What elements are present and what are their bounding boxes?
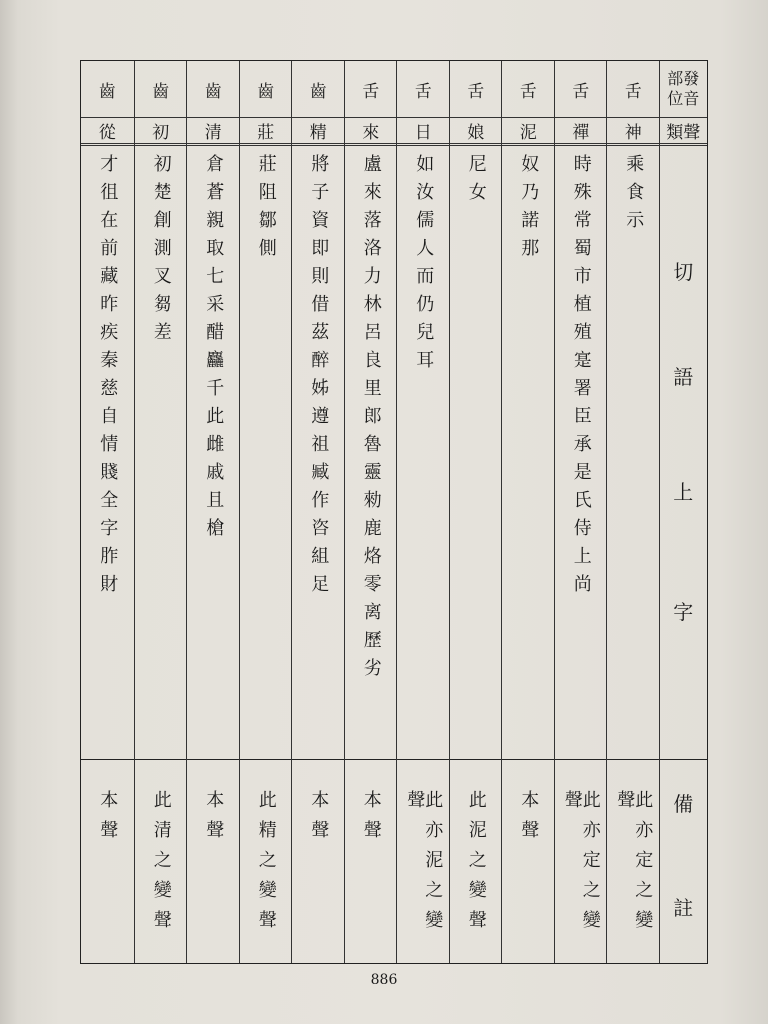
fanqie-upper-chars-cell	[555, 145, 608, 760]
remark-text: 此亦定之變聲	[561, 790, 601, 940]
initial-class: 莊	[240, 117, 293, 144]
remark-label-cell	[660, 759, 708, 963]
articulation-position: 舌	[502, 61, 555, 118]
fanqie-upper-chars: 時殊常蜀市植殖寔署臣承是氏侍上尚	[570, 154, 592, 602]
initial-column	[186, 61, 240, 963]
header-label-line2: 位音	[667, 89, 700, 108]
remark-cell	[187, 759, 240, 963]
fanqie-upper-chars-cell	[187, 145, 240, 760]
remark-text: 本聲	[308, 790, 330, 850]
initial-column	[134, 61, 188, 963]
initial-class: 神	[607, 117, 660, 144]
fanqie-upper-chars-cell	[81, 145, 134, 760]
remark-cell	[607, 759, 660, 963]
fanqie-upper-chars: 初楚創測叉芻差	[150, 154, 172, 350]
articulation-position: 舌	[345, 61, 398, 118]
remark-text: 本聲	[97, 790, 119, 850]
articulation-position: 舌	[397, 61, 450, 118]
remark-text: 本聲	[518, 790, 540, 850]
articulation-position: 舌	[555, 61, 608, 118]
fanqie-upper-chars: 盧來落洛力林呂良里郎魯靈勑鹿烙零离歷劣	[360, 154, 382, 686]
fanqie-upper-chars-cell	[240, 145, 293, 760]
remark-cell	[135, 759, 188, 963]
remark-text: 此亦定之變聲	[614, 790, 654, 940]
initial-column	[606, 61, 660, 963]
remark-cell	[345, 759, 398, 963]
initial-class: 初	[135, 117, 188, 144]
initial-class: 精	[292, 117, 345, 144]
remark-cell	[240, 759, 293, 963]
fanqie-upper-chars: 將子資即則借茲醉姊遵祖臧作咨組足	[308, 154, 330, 602]
header-label	[660, 61, 708, 118]
initial-column	[239, 61, 293, 963]
title-char: 上	[673, 480, 694, 504]
remark-cell	[555, 759, 608, 963]
initial-class: 從	[81, 117, 134, 144]
initial-column	[344, 61, 398, 963]
initial-column	[81, 61, 134, 963]
remark-cell	[502, 759, 555, 963]
remark-label-bottom: 註	[673, 896, 694, 920]
initial-class: 泥	[502, 117, 555, 144]
initial-column	[396, 61, 450, 963]
fanqie-upper-chars-cell	[397, 145, 450, 760]
title-char: 切	[673, 260, 694, 284]
articulation-position: 舌	[607, 61, 660, 118]
remark-text: 此亦泥之變聲	[404, 790, 444, 940]
title-cell	[660, 145, 708, 760]
title-char: 字	[673, 600, 694, 624]
label-column	[659, 61, 708, 963]
initial-column	[449, 61, 503, 963]
initial-class: 禪	[555, 117, 608, 144]
fanqie-upper-chars-cell	[502, 145, 555, 760]
header-label-line1: 部發	[667, 69, 700, 89]
initial-column	[554, 61, 608, 963]
initial-column	[291, 61, 345, 963]
remark-cell	[292, 759, 345, 963]
remark-text: 此清之變聲	[150, 790, 172, 940]
remark-cell	[450, 759, 503, 963]
fanqie-upper-chars: 如汝儒人而仍兒耳	[413, 154, 435, 378]
remark-label-top: 備	[673, 792, 694, 816]
articulation-position: 齒	[292, 61, 345, 118]
fanqie-upper-chars: 才徂在前藏昨疾秦慈自情賤全字胙財	[97, 154, 119, 602]
fanqie-upper-chars: 乘食示	[623, 154, 645, 238]
initial-class: 來	[345, 117, 398, 144]
fanqie-upper-chars: 倉蒼親取七采醋麤千此雌戚且槍	[203, 154, 225, 546]
page-number: 886	[370, 972, 398, 988]
initial-class: 日	[397, 117, 450, 144]
remark-cell	[397, 759, 450, 963]
articulation-position: 齒	[81, 61, 134, 118]
initials-table	[80, 60, 708, 964]
subheader-label: 類聲	[660, 117, 708, 144]
fanqie-upper-chars-cell	[450, 145, 503, 760]
remark-text: 此泥之變聲	[465, 790, 487, 940]
initial-class: 清	[187, 117, 240, 144]
articulation-position: 齒	[135, 61, 188, 118]
initial-column	[501, 61, 555, 963]
remark-text: 此精之變聲	[255, 790, 277, 940]
articulation-position: 齒	[240, 61, 293, 118]
articulation-position: 齒	[187, 61, 240, 118]
fanqie-upper-chars: 尼女	[465, 154, 487, 210]
initial-class: 娘	[450, 117, 503, 144]
title-char: 語	[673, 365, 694, 389]
fanqie-upper-chars-cell	[607, 145, 660, 760]
articulation-position: 舌	[450, 61, 503, 118]
remark-text: 本聲	[203, 790, 225, 850]
fanqie-upper-chars-cell	[135, 145, 188, 760]
fanqie-upper-chars: 奴乃諾那	[518, 154, 540, 266]
fanqie-upper-chars-cell	[292, 145, 345, 760]
remark-cell	[81, 759, 134, 963]
remark-text: 本聲	[360, 790, 382, 850]
fanqie-upper-chars-cell	[345, 145, 398, 760]
fanqie-upper-chars: 莊阻鄒側	[255, 154, 277, 266]
